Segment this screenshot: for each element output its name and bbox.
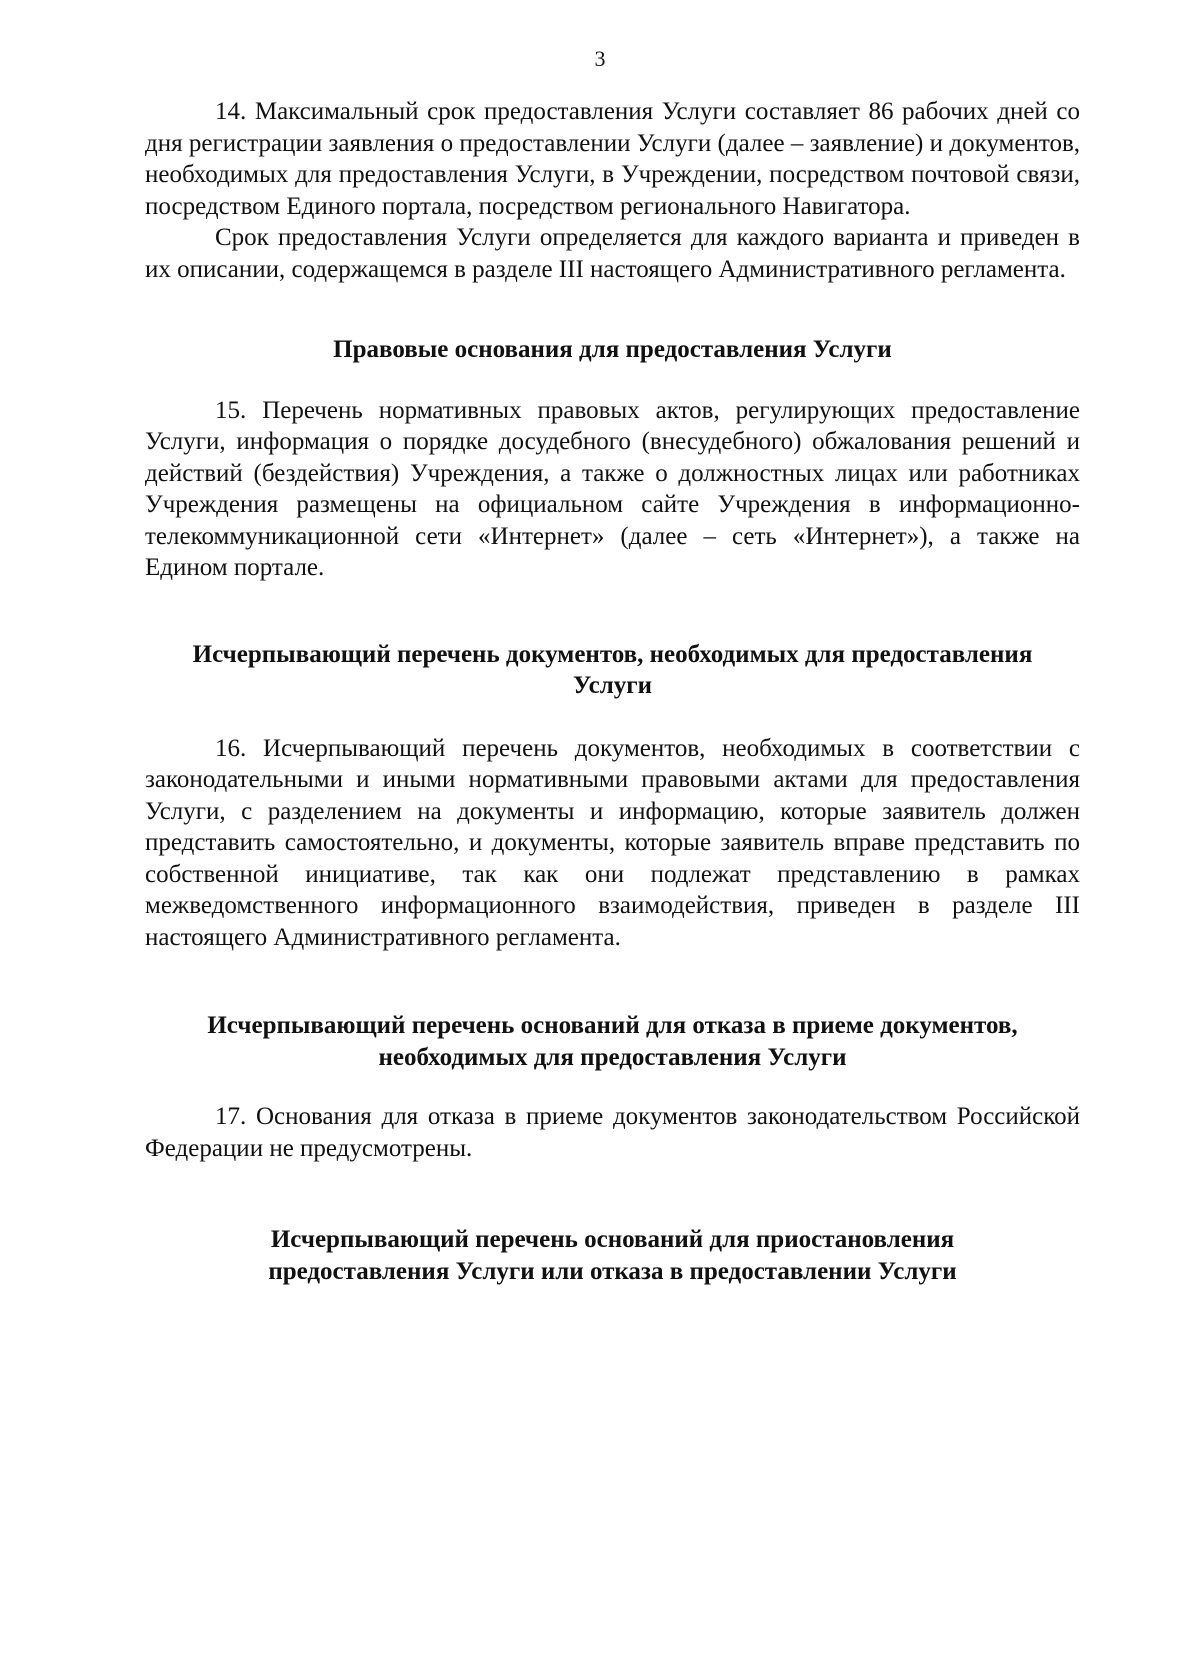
- heading-suspension-grounds-line-1: Исчерпывающий перечень оснований для приостановления: [270, 1226, 955, 1253]
- heading-legal-grounds-text: Правовые основания для предоставления Услуги: [333, 336, 892, 363]
- heading-suspension-grounds: [145, 1224, 1080, 1287]
- heading-suspension-grounds-line-2: предоставления Услуги или отказа в предоставлении Услуги: [268, 1257, 957, 1285]
- document-body: [145, 96, 1080, 1287]
- heading-legal-grounds: [145, 334, 1080, 366]
- paragraph-15: 15. Перечень нормативных правовых актов, регулирующих предоставление Услуги, информация о порядке досудебного (внесудебного) обжалования решений и действий (бездействия) Учреждения, а также о должностных лицах или работниках Учреждения размещены на официальном сайте Учреждения в информационно-телекоммуникационной сети «Интернет» (далее – сеть «Интернет»), а также на Едином портале.: [145, 396, 1080, 581]
- heading-refusal-grounds-line-1: Исчерпывающий перечень оснований для отказа в приеме документов,: [207, 1012, 1018, 1039]
- heading-documents-list-line-1: Исчерпывающий перечень документов, необходимых для предоставления: [192, 640, 1033, 668]
- page-number: 3: [594, 46, 606, 71]
- paragraph-14-term: Срок предоставления Услуги определяется для каждого варианта и приведен в их описании, содержащемся в разделе III настоящего Административного регламента.: [145, 224, 1080, 283]
- heading-documents-list: [145, 639, 1080, 702]
- heading-documents-list-line-2: Услуги: [572, 672, 653, 699]
- heading-refusal-grounds-line-2: необходимых для предоставления Услуги: [378, 1043, 847, 1071]
- paragraph-16: 16. Исчерпывающий перечень документов, необходимых в соответствии с законодательными и иными нормативными правовыми актами для предоставления Услуги, с разделением на документы и информацию, которые заявитель должен представить самостоятельно, и документы, которые заявитель вправе представить по собственной инициативе, так как они подлежат представлению в рамках межведомственного информационного взаимодействия, приведен в разделе III настоящего Административного регламента.: [145, 734, 1080, 951]
- paragraph-17: 17. Основания для отказа в приеме документов законодательством Российской Федерации не предусмотрены.: [145, 1103, 1080, 1162]
- paragraph-14: 14. Максимальный срок предоставления Услуги составляет 86 рабочих дней со дня регистрации заявления о предоставлении Услуги (далее – заявление) и документов, необходимых для предоставления Услуги, в Учреждении, посредством почтовой связи, посредством Единого портала, посредством регионального Навигатора.: [145, 98, 1080, 220]
- heading-refusal-grounds: [145, 1010, 1080, 1073]
